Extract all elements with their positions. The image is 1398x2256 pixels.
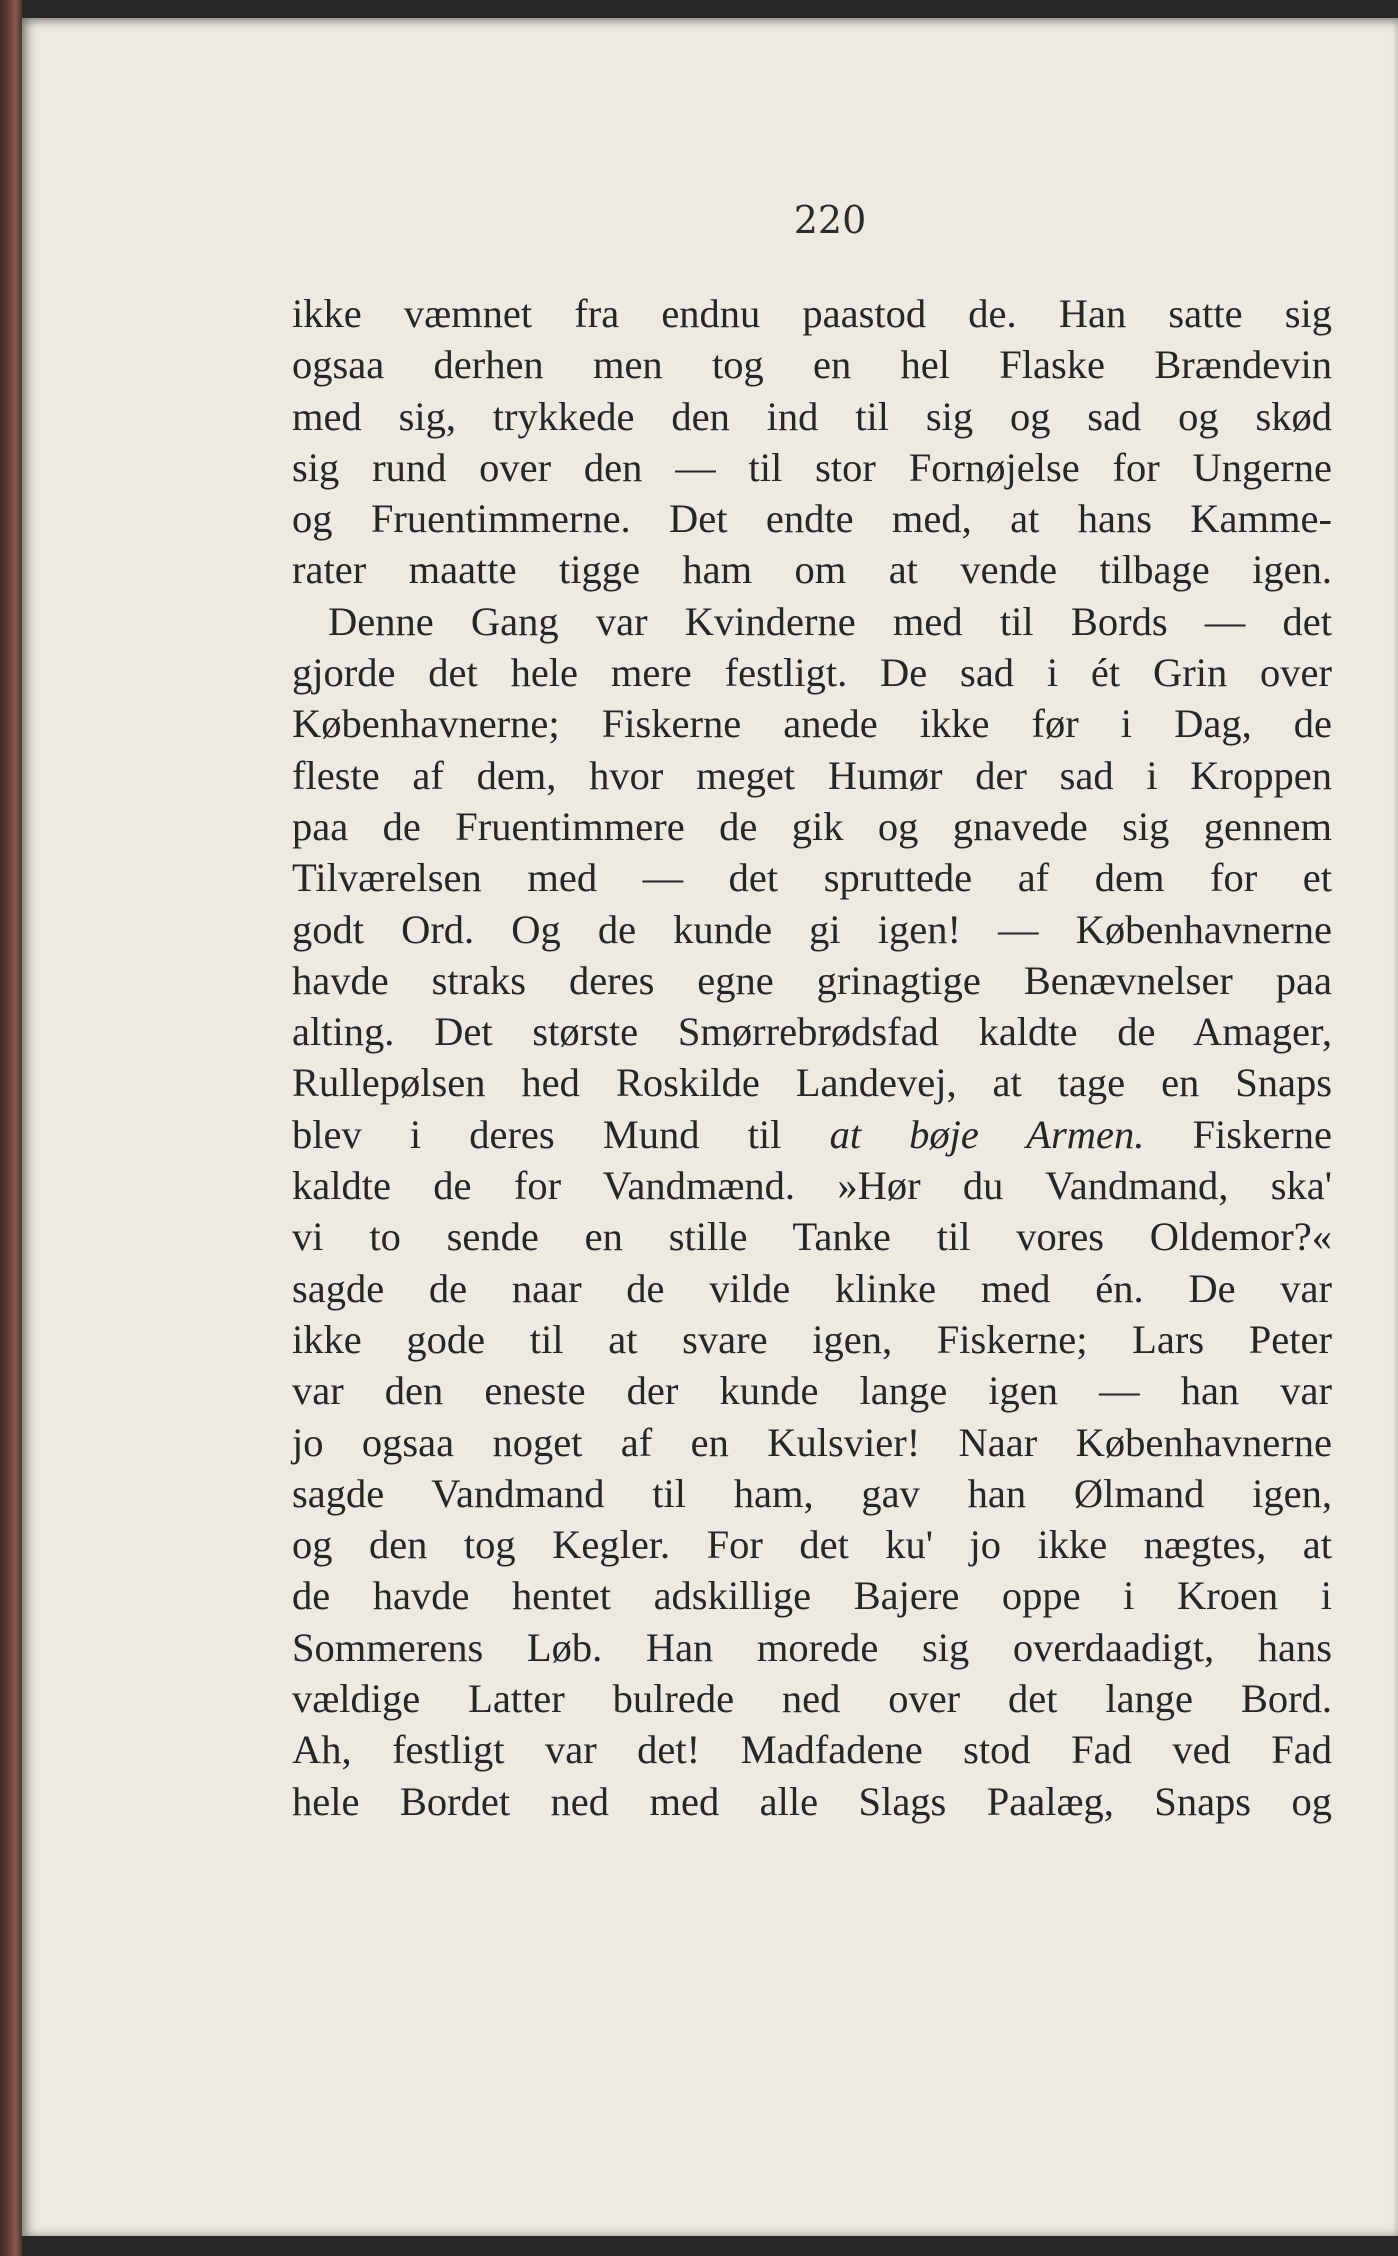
text-line: sagde de naar de vilde klinke med én. De var <box>292 1265 1332 1311</box>
text-line: ogsaa derhen men tog en hel Flaske Brændevin <box>292 342 1332 388</box>
text-segment: Fiskerne <box>1192 1111 1333 1157</box>
text-line: Sommerens Løb. Han morede sig overdaadigt, hans <box>292 1624 1332 1670</box>
text-line: med sig, trykkede den ind til sig og sad og skød <box>292 393 1332 439</box>
text-line: jo ogsaa noget af en Kulsvier! Naar Københavnerne <box>292 1419 1332 1465</box>
text-line: Rullepølsen hed Roskilde Landevej, at tage en Snaps <box>292 1060 1332 1106</box>
text-segment: blev i deres Mund til <box>292 1111 782 1157</box>
text-line: sig rund over den — til stor Fornøjelse for Ungerne <box>292 444 1332 490</box>
text-line: hele Bordet ned med alle Slags Paalæg, Snaps og <box>292 1778 1332 1824</box>
italic-text: at bøje Armen. <box>829 1111 1145 1157</box>
page-number: 220 <box>793 198 867 242</box>
text-line: Denne Gang var Kvinderne med til Bords — det <box>328 598 1332 644</box>
book-spine <box>0 0 22 2256</box>
text-line-mixed <box>292 1109 1332 1160</box>
text-line: sagde Vandmand til ham, gav han Ølmand igen, <box>292 1470 1332 1516</box>
text-line: og den tog Kegler. For det ku' jo ikke nægtes, at <box>292 1522 1332 1568</box>
text-line: gjorde det hele mere festligt. De sad i ét Grin over <box>292 650 1332 696</box>
text-line: alting. Det største Smørrebrødsfad kaldte de Amager, <box>292 1009 1332 1055</box>
text-line: rater maatte tigge ham om at vende tilbage igen. <box>292 547 1332 593</box>
text-line: Ah, festligt var det! Madfadene stod Fad ved Fad <box>292 1727 1332 1773</box>
text-line: de havde hentet adskillige Bajere oppe i Kroen i <box>292 1573 1332 1619</box>
text-line: ikke gode til at svare igen, Fiskerne; Lars Peter <box>292 1316 1332 1362</box>
text-line: kaldte de for Vandmænd. »Hør du Vandmand, ska' <box>292 1163 1332 1209</box>
text-line: godt Ord. Og de kunde gi igen! — Københavnerne <box>292 906 1332 952</box>
text-line: og Fruentimmerne. Det endte med, at hans Kamme- <box>292 496 1332 542</box>
text-line: vi to sende en stille Tanke til vores Oldemor?« <box>292 1214 1332 1260</box>
text-line: havde straks deres egne grinagtige Benævnelser paa <box>292 957 1332 1003</box>
text-line: ikke væmnet fra endnu paastod de. Han satte sig <box>292 291 1332 336</box>
text-line: paa de Fruentimmere de gik og gnavede sig gennem <box>292 803 1332 849</box>
text-line: Tilværelsen med — det spruttede af dem for et <box>292 855 1332 901</box>
body-text <box>292 288 1332 1827</box>
text-line: fleste af dem, hvor meget Humør der sad i Kroppen <box>292 752 1332 798</box>
text-line: vældige Latter bulrede ned over det lange Bord. <box>292 1676 1332 1722</box>
text-line: var den eneste der kunde lange igen — han var <box>292 1368 1332 1414</box>
text-line: Københavnerne; Fiskerne anede ikke før i Dag, de <box>292 701 1332 747</box>
